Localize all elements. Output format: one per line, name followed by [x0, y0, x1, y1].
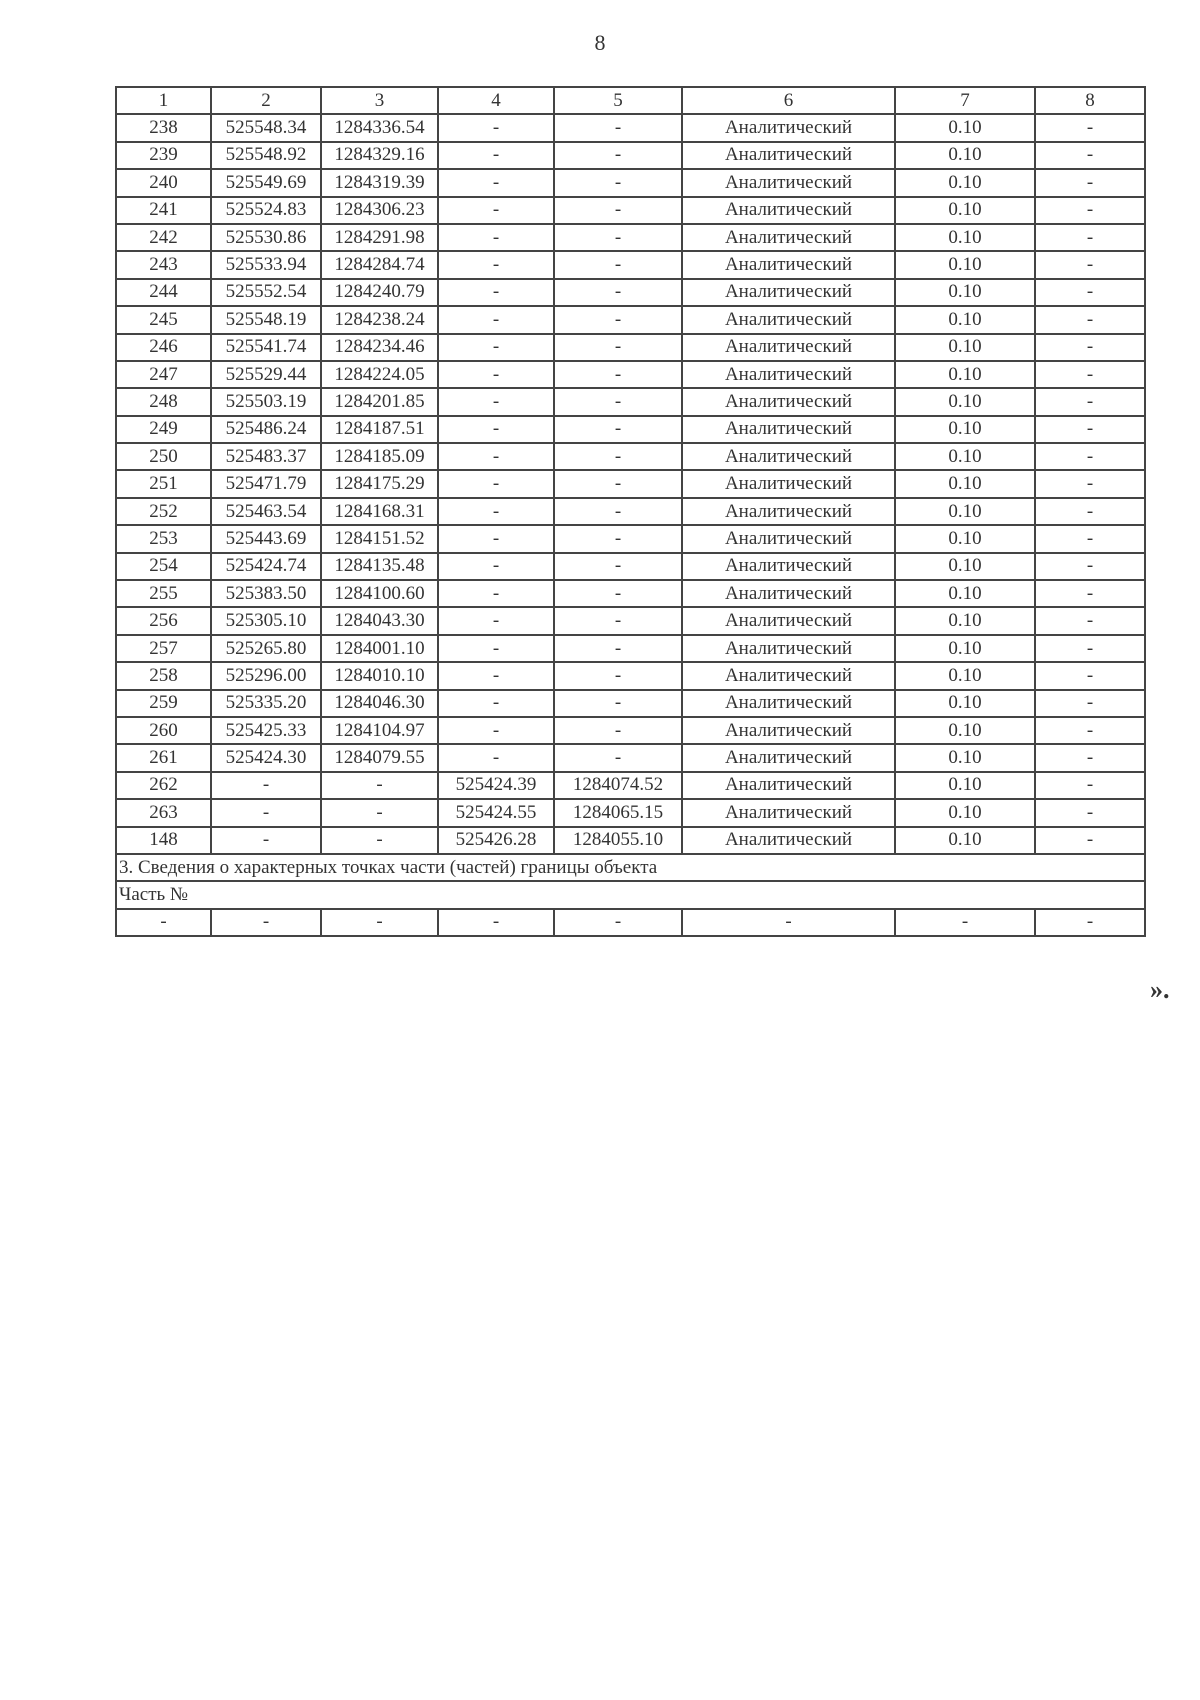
table-cell: - [554, 607, 682, 634]
table-cell: Аналитический [682, 443, 895, 470]
table-cell: 1284201.85 [321, 388, 438, 415]
header-cell: 3 [321, 87, 438, 114]
table-cell: - [1035, 607, 1145, 634]
table-cell: - [554, 635, 682, 662]
table-cell: - [554, 525, 682, 552]
table-cell: 0.10 [895, 470, 1035, 497]
table-cell: 1284319.39 [321, 169, 438, 196]
table-cell: 241 [116, 197, 211, 224]
table-cell: 525548.92 [211, 142, 321, 169]
table-cell: 525549.69 [211, 169, 321, 196]
table-cell: - [438, 142, 554, 169]
table-cell: 1284043.30 [321, 607, 438, 634]
table-cell: - [438, 717, 554, 744]
table-cell: 1284065.15 [554, 799, 682, 826]
table-cell: 1284104.97 [321, 717, 438, 744]
table-cell: 1284187.51 [321, 416, 438, 443]
table-row [116, 580, 1145, 607]
table-cell: - [1035, 334, 1145, 361]
table-cell: - [1035, 142, 1145, 169]
table-cell: 0.10 [895, 607, 1035, 634]
table-cell: - [438, 388, 554, 415]
table-cell: - [321, 799, 438, 826]
table-cell: 525533.94 [211, 251, 321, 278]
table-cell: - [1035, 169, 1145, 196]
table-cell: 148 [116, 827, 211, 854]
table-cell: 249 [116, 416, 211, 443]
table-cell: Аналитический [682, 470, 895, 497]
table-cell: - [1035, 909, 1145, 936]
table-cell: - [554, 306, 682, 333]
table-row [116, 169, 1145, 196]
table-cell: 525503.19 [211, 388, 321, 415]
table-cell: Аналитический [682, 142, 895, 169]
table-cell: 525425.33 [211, 717, 321, 744]
table-cell: 525483.37 [211, 443, 321, 470]
table-cell: 248 [116, 388, 211, 415]
table-cell: 1284336.54 [321, 114, 438, 141]
table-cell: Аналитический [682, 525, 895, 552]
table-row [116, 416, 1145, 443]
table-cell: - [682, 909, 895, 936]
table-cell: - [1035, 388, 1145, 415]
table-cell: 240 [116, 169, 211, 196]
table-cell: - [554, 717, 682, 744]
table-cell: - [1035, 635, 1145, 662]
table-cell: 0.10 [895, 662, 1035, 689]
table-row [116, 279, 1145, 306]
table-row [116, 662, 1145, 689]
header-cell: 6 [682, 87, 895, 114]
table-cell: 0.10 [895, 416, 1035, 443]
table-cell: 0.10 [895, 251, 1035, 278]
table-cell: 1284074.52 [554, 772, 682, 799]
table-cell: 247 [116, 361, 211, 388]
table-cell: - [554, 251, 682, 278]
table-cell: 525486.24 [211, 416, 321, 443]
table-cell: Аналитический [682, 799, 895, 826]
table-cell: - [1035, 799, 1145, 826]
table-cell: - [1035, 690, 1145, 717]
table-cell: - [211, 772, 321, 799]
table-body [116, 87, 1145, 936]
table-row [116, 827, 1145, 854]
table-cell: 1284001.10 [321, 635, 438, 662]
table-cell: 245 [116, 306, 211, 333]
table-cell: - [438, 279, 554, 306]
table-cell: 0.10 [895, 580, 1035, 607]
table-cell: 525335.20 [211, 690, 321, 717]
table-cell: 260 [116, 717, 211, 744]
table-cell: - [1035, 525, 1145, 552]
table-cell: 239 [116, 142, 211, 169]
table-row [116, 799, 1145, 826]
table-cell: 525524.83 [211, 197, 321, 224]
table-cell: Аналитический [682, 662, 895, 689]
table-row [116, 224, 1145, 251]
table-cell: Аналитический [682, 827, 895, 854]
table-cell: 0.10 [895, 142, 1035, 169]
table-cell: 525463.54 [211, 498, 321, 525]
table-cell: Аналитический [682, 114, 895, 141]
table-cell: - [438, 169, 554, 196]
table-cell: 257 [116, 635, 211, 662]
part-label-row-text: Часть № [116, 881, 1145, 908]
table-cell: - [438, 306, 554, 333]
table-cell: - [1035, 827, 1145, 854]
table-cell: Аналитический [682, 744, 895, 771]
table-cell: - [1035, 470, 1145, 497]
table-cell: 251 [116, 470, 211, 497]
header-cell: 5 [554, 87, 682, 114]
table-cell: 0.10 [895, 772, 1035, 799]
table-cell: 1284224.05 [321, 361, 438, 388]
table-cell: - [1035, 416, 1145, 443]
table-row [116, 635, 1145, 662]
table-cell: Аналитический [682, 717, 895, 744]
table-cell: - [1035, 306, 1145, 333]
table-cell: - [554, 580, 682, 607]
table-row [116, 142, 1145, 169]
table-row [116, 717, 1145, 744]
table-cell: - [1035, 114, 1145, 141]
table-cell: 1284168.31 [321, 498, 438, 525]
table-row [116, 470, 1145, 497]
table-cell: 250 [116, 443, 211, 470]
table-cell: - [321, 909, 438, 936]
table-cell: - [438, 361, 554, 388]
table-cell: Аналитический [682, 197, 895, 224]
table-cell: Аналитический [682, 580, 895, 607]
table-row [116, 498, 1145, 525]
table-cell: - [438, 744, 554, 771]
section-title-row-text: 3. Сведения о характерных точках части (частей) границы объекта [116, 854, 1145, 881]
table-cell: Аналитический [682, 690, 895, 717]
table-cell: 1284238.24 [321, 306, 438, 333]
table-cell: - [1035, 361, 1145, 388]
table-cell: Аналитический [682, 772, 895, 799]
table-cell: - [554, 553, 682, 580]
table-row [116, 607, 1145, 634]
table-cell: 1284079.55 [321, 744, 438, 771]
table-cell: 525265.80 [211, 635, 321, 662]
table-cell: 1284055.10 [554, 827, 682, 854]
table-cell: - [554, 169, 682, 196]
table-cell: 0.10 [895, 525, 1035, 552]
table-cell: - [438, 909, 554, 936]
table-cell: - [554, 744, 682, 771]
table-cell: 525383.50 [211, 580, 321, 607]
table-cell: 0.10 [895, 827, 1035, 854]
table-cell: Аналитический [682, 334, 895, 361]
table-cell: - [1035, 197, 1145, 224]
table-cell: 0.10 [895, 553, 1035, 580]
table-cell: 525424.74 [211, 553, 321, 580]
table-cell: 1284234.46 [321, 334, 438, 361]
header-cell: 2 [211, 87, 321, 114]
table-cell: 254 [116, 553, 211, 580]
table-cell: - [438, 690, 554, 717]
table-cell: - [1035, 443, 1145, 470]
section-title-row [116, 854, 1145, 881]
table-cell: Аналитический [682, 169, 895, 196]
table-row [116, 525, 1145, 552]
table-cell: 246 [116, 334, 211, 361]
table-cell: - [1035, 662, 1145, 689]
table-cell: - [554, 334, 682, 361]
table-cell: 1284100.60 [321, 580, 438, 607]
table-cell: 1284329.16 [321, 142, 438, 169]
table-cell: 0.10 [895, 224, 1035, 251]
table-row [116, 772, 1145, 799]
table-cell: Аналитический [682, 388, 895, 415]
table-row [116, 251, 1145, 278]
table-cell: 261 [116, 744, 211, 771]
table-row [116, 334, 1145, 361]
table-cell: 0.10 [895, 443, 1035, 470]
header-row [116, 87, 1145, 114]
table-cell: - [1035, 224, 1145, 251]
table-cell: 525424.39 [438, 772, 554, 799]
table-cell: - [438, 525, 554, 552]
table-cell: - [438, 635, 554, 662]
table-cell: 1284046.30 [321, 690, 438, 717]
table-cell: 0.10 [895, 388, 1035, 415]
table-cell: 0.10 [895, 799, 1035, 826]
table-cell: - [1035, 580, 1145, 607]
table-cell: 252 [116, 498, 211, 525]
table-cell: 263 [116, 799, 211, 826]
table-cell: 256 [116, 607, 211, 634]
table-cell: 0.10 [895, 635, 1035, 662]
table-row [116, 690, 1145, 717]
table-cell: 0.10 [895, 114, 1035, 141]
table-cell: Аналитический [682, 361, 895, 388]
header-cell: 8 [1035, 87, 1145, 114]
table-cell: 0.10 [895, 334, 1035, 361]
table-cell: 262 [116, 772, 211, 799]
table-cell: 525552.54 [211, 279, 321, 306]
table-cell: 0.10 [895, 361, 1035, 388]
table-cell: - [438, 197, 554, 224]
table-cell: - [211, 909, 321, 936]
table-cell: 525530.86 [211, 224, 321, 251]
table-cell: 0.10 [895, 197, 1035, 224]
table-cell: 1284240.79 [321, 279, 438, 306]
table-cell: 525541.74 [211, 334, 321, 361]
table-cell: - [321, 827, 438, 854]
table-cell: 525471.79 [211, 470, 321, 497]
table-cell: 1284291.98 [321, 224, 438, 251]
empty-data-row [116, 909, 1145, 936]
table-cell: 525424.55 [438, 799, 554, 826]
table-row [116, 197, 1145, 224]
table-cell: 1284010.10 [321, 662, 438, 689]
table-cell: 0.10 [895, 717, 1035, 744]
table-cell: 1284135.48 [321, 553, 438, 580]
table-cell: - [554, 361, 682, 388]
table-cell: - [554, 114, 682, 141]
table-cell: 525426.28 [438, 827, 554, 854]
table-cell: 1284306.23 [321, 197, 438, 224]
table-cell: - [438, 114, 554, 141]
table-cell: - [438, 334, 554, 361]
table-cell: Аналитический [682, 306, 895, 333]
header-cell: 1 [116, 87, 211, 114]
table-cell: 525548.19 [211, 306, 321, 333]
table-row [116, 114, 1145, 141]
table-cell: - [438, 251, 554, 278]
table-cell: 0.10 [895, 306, 1035, 333]
table-cell: - [1035, 717, 1145, 744]
table-cell: 525529.44 [211, 361, 321, 388]
table-cell: - [895, 909, 1035, 936]
table-cell: 255 [116, 580, 211, 607]
table-cell: Аналитический [682, 251, 895, 278]
table-cell: - [1035, 772, 1145, 799]
table-cell: - [438, 470, 554, 497]
table-cell: - [438, 662, 554, 689]
table-cell: 0.10 [895, 498, 1035, 525]
table-cell: - [211, 799, 321, 826]
table-cell: 242 [116, 224, 211, 251]
table-cell: Аналитический [682, 635, 895, 662]
table-cell: 244 [116, 279, 211, 306]
table-cell: - [554, 416, 682, 443]
table-cell: - [554, 690, 682, 717]
table-cell: - [554, 909, 682, 936]
table-cell: - [554, 662, 682, 689]
table-cell: 253 [116, 525, 211, 552]
table-cell: - [554, 470, 682, 497]
table-cell: 525424.30 [211, 744, 321, 771]
table-cell: 0.10 [895, 690, 1035, 717]
table-cell: 0.10 [895, 744, 1035, 771]
table-cell: 258 [116, 662, 211, 689]
table-cell: - [554, 279, 682, 306]
table-row [116, 388, 1145, 415]
table-cell: Аналитический [682, 416, 895, 443]
table-cell: 525548.34 [211, 114, 321, 141]
table-cell: - [554, 197, 682, 224]
table-row [116, 744, 1145, 771]
table-cell: - [438, 580, 554, 607]
table-cell: - [438, 607, 554, 634]
table-cell: - [438, 553, 554, 580]
table-cell: 1284185.09 [321, 443, 438, 470]
table-cell: Аналитический [682, 279, 895, 306]
table-cell: 0.10 [895, 279, 1035, 306]
part-label-row [116, 881, 1145, 908]
page-number: 8 [594, 30, 606, 55]
closing-quote: ». [1150, 975, 1170, 1004]
boundary-points-table [115, 86, 1146, 937]
table-cell: - [438, 498, 554, 525]
table-cell: 259 [116, 690, 211, 717]
table-cell: - [1035, 553, 1145, 580]
table-cell: - [211, 827, 321, 854]
table-row [116, 306, 1145, 333]
table-cell: 0.10 [895, 169, 1035, 196]
table-cell: 525296.00 [211, 662, 321, 689]
header-cell: 4 [438, 87, 554, 114]
table-cell: - [1035, 744, 1145, 771]
table-cell: Аналитический [682, 498, 895, 525]
header-cell: 7 [895, 87, 1035, 114]
table-row [116, 443, 1145, 470]
table-cell: 243 [116, 251, 211, 278]
table-cell: 238 [116, 114, 211, 141]
table-cell: - [554, 443, 682, 470]
table-cell: 1284284.74 [321, 251, 438, 278]
table-cell: - [116, 909, 211, 936]
table-row [116, 553, 1145, 580]
table-cell: Аналитический [682, 553, 895, 580]
table-cell: - [438, 416, 554, 443]
table-cell: - [554, 498, 682, 525]
table-row [116, 361, 1145, 388]
table-cell: 525443.69 [211, 525, 321, 552]
table-cell: Аналитический [682, 607, 895, 634]
table-cell: - [1035, 251, 1145, 278]
table-cell: - [554, 142, 682, 169]
table-cell: Аналитический [682, 224, 895, 251]
table-cell: 1284151.52 [321, 525, 438, 552]
table-cell: - [438, 224, 554, 251]
table-cell: - [321, 772, 438, 799]
table-cell: - [1035, 279, 1145, 306]
table-cell: - [554, 388, 682, 415]
table-cell: - [1035, 498, 1145, 525]
table-cell: - [554, 224, 682, 251]
table-cell: - [438, 443, 554, 470]
table-cell: 1284175.29 [321, 470, 438, 497]
table-cell: 525305.10 [211, 607, 321, 634]
